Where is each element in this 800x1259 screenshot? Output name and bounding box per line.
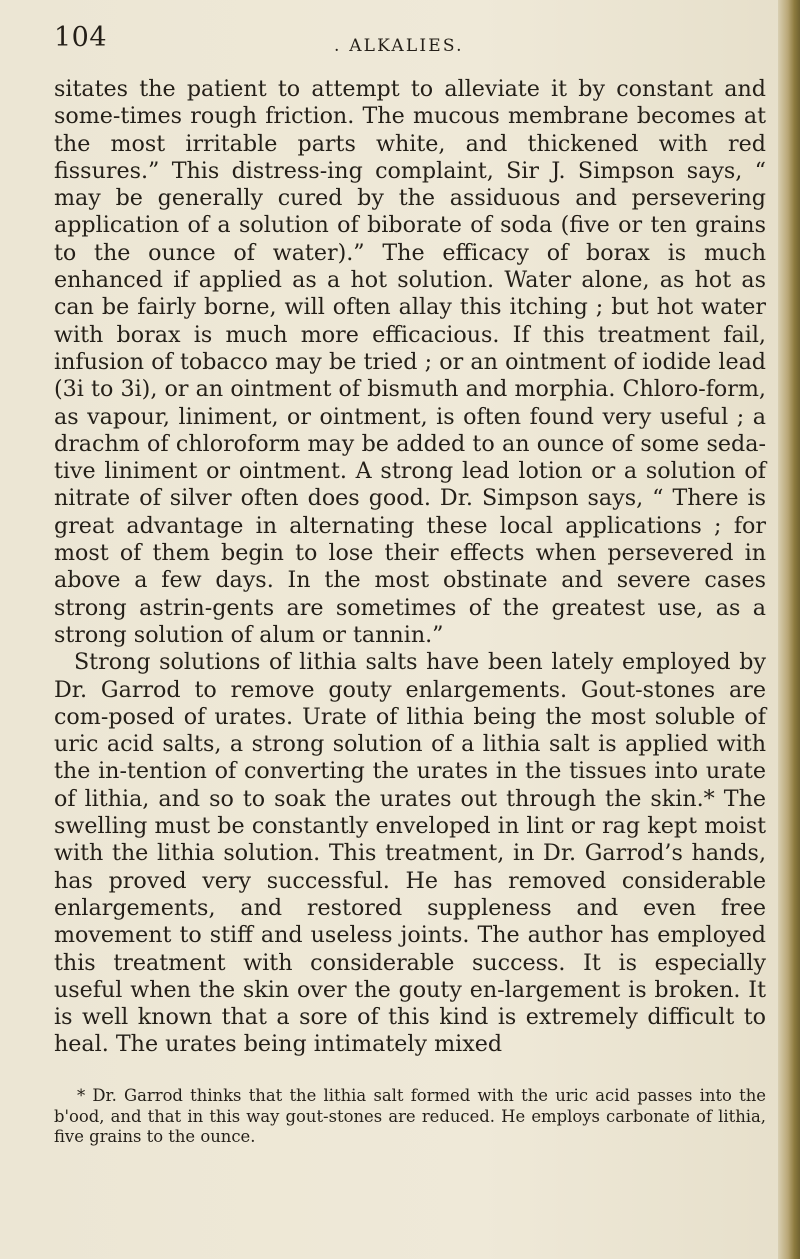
body-text — [54, 76, 766, 1059]
footnote — [54, 1086, 766, 1148]
page-number: 104 — [54, 22, 108, 53]
page-edge-shadow — [778, 0, 800, 1259]
paragraph-1: sitates the patient to attempt to alleviate it by constant and some-times rough friction. The mucous membrane becomes at the most irritable parts white, and thickened with red fissures.” This distress-ing complaint, Sir J. Simpson says, “ may be generally cured by the assiduous and persevering application of a solution of biborate of soda (five or ten grains to the ounce of water).” The efficacy of borax is much enhanced if applied as a hot solution. Water alone, as hot as can be fairly borne, will often allay this itching ; but hot water with borax is much more efficacious. If this treatment fail, infusion of tobacco may be tried ; or an ointment of iodide lead (3i to 3i), or an ointment of bismuth and morphia. Chloro-form, as vapour, liniment, or ointment, is often found very useful ; a drachm of chloroform may be added to an ounce of some seda-tive liniment or ointment. A strong lead lotion or a solution of nitrate of silver often does good. Dr. Simpson says, “ There is great advantage in alternating these local applications ; for most of them begin to lose their effects when persevered in above a few days. In the most obstinate and severe cases strong astrin-gents are sometimes of the greatest use, as a strong solution of alum or tannin.” — [54, 76, 766, 648]
footnote-text: * Dr. Garrod thinks that the lithia salt formed with the uric acid passes into the b'ood, and that in this way gout-stones are reduced. He employs carbonate of lithia, five grains to the ounce. — [54, 1086, 766, 1146]
running-head: . ALKALIES. — [334, 36, 464, 56]
paragraph-2: Strong solutions of lithia salts have been lately employed by Dr. Garrod to remove gouty enlargements. Gout-stones are com-posed of urates. Urate of lithia being the most soluble of uric acid salts, a strong solution of a lithia salt is applied with the in-tention of converting the urates in the tissues into urate of lithia, and so to soak the urates out through the skin.* The swelling must be constantly enveloped in lint or rag kept moist with the lithia solution. This treatment, in Dr. Garrod’s hands, has proved very successful. He has removed considerable enlargements, and restored suppleness and even free movement to stiff and useless joints. The author has employed this treatment with considerable success. It is especially useful when the skin over the gouty en-largement is broken. It is well known that a sore of this kind is extremely difficult to heal. The urates being intimately mixed — [54, 649, 766, 1058]
